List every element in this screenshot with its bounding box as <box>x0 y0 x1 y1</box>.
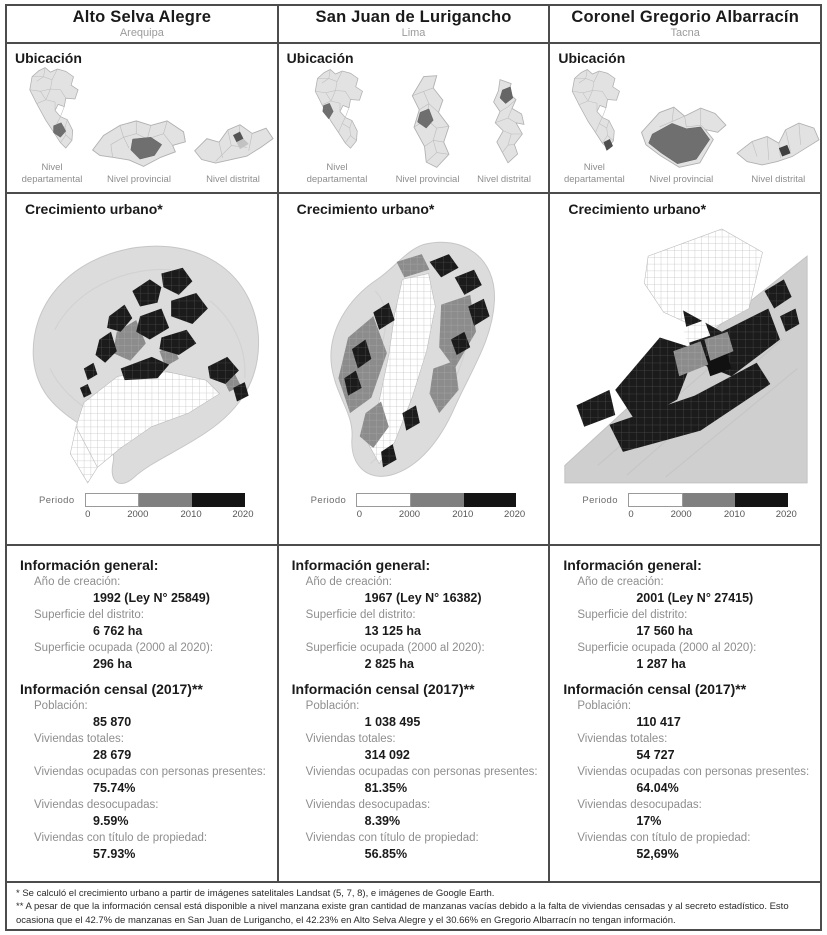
map-caption: Nivel provincial <box>395 174 460 186</box>
info-label: Viviendas totales: <box>305 733 396 746</box>
district-title: San Juan de Lurigancho <box>315 8 512 26</box>
legend-tick: 0 <box>628 509 634 520</box>
legend-tick: 2010 <box>180 509 202 520</box>
district-map <box>476 74 532 170</box>
info-label: Año de creación: <box>305 576 392 588</box>
info-label: Población: <box>577 700 632 713</box>
info-general-title: Información general: <box>20 557 159 573</box>
info-item <box>7 832 277 862</box>
info-item <box>7 700 277 730</box>
info-label: Año de creación: <box>577 576 664 588</box>
legend-bar <box>628 493 797 520</box>
urban-growth-map <box>559 218 811 490</box>
info-item <box>279 799 549 829</box>
legend-tick: 2010 <box>452 509 474 520</box>
info-label: Superficie ocupada (2000 al 2020): <box>34 642 214 655</box>
legend-tick: 0 <box>85 509 91 520</box>
crecimiento-title: Crecimiento urbano* <box>296 201 435 217</box>
ubicacion-section <box>7 44 277 194</box>
info-value: 57.93% <box>93 847 136 862</box>
legend-tick: 2020 <box>775 509 797 520</box>
map-provincial-wrap <box>396 74 460 186</box>
district-title: Alto Selva Alegre <box>72 8 212 26</box>
info-item <box>279 609 549 639</box>
info-item <box>279 576 549 606</box>
info-item <box>7 766 277 796</box>
info-label: Superficie del distrito: <box>34 609 144 622</box>
info-value: 81.35% <box>364 781 408 796</box>
urban-growth-map <box>16 218 268 490</box>
legend-tick: 2020 <box>232 509 254 520</box>
region-subtitle: Arequipa <box>119 26 164 39</box>
province-map <box>89 110 189 170</box>
info-value: 2001 (Ley N° 27415) <box>636 590 754 605</box>
column-header <box>279 6 549 44</box>
legend-segment-2000-2010 <box>139 493 192 507</box>
legend-segment-pre2000 <box>356 493 411 507</box>
info-label: Viviendas desocupadas: <box>34 799 159 812</box>
info-item <box>279 766 549 796</box>
info-section <box>279 546 549 881</box>
district-map <box>189 116 277 170</box>
map-provincial-wrap <box>89 110 189 186</box>
info-label: Viviendas con título de propiedad: <box>34 832 208 845</box>
map-caption: Nivel provincial <box>107 174 171 186</box>
legend-segment-2000-2010 <box>411 493 464 507</box>
period-legend <box>39 493 277 520</box>
info-label: Viviendas totales: <box>34 733 124 746</box>
footnote-censal: ** A pesar de que la información censal está disponible a nivel manzana existe gran cantidad de manzanas vacías debido a la falta de viviendas censadas y al secreto estadístico. Esto ocasiona que el 42.7% de manzanas en San Juan de Lurigancho, el 42.23% en Alto Selva Alegre y el 30.66% en Gregorio Albarracín no tengan información. <box>16 901 789 926</box>
map-caption: Nivel provincial <box>649 174 714 186</box>
district-map <box>732 118 824 170</box>
legend-label: Periodo <box>310 495 347 506</box>
info-value: 1 038 495 <box>364 714 421 729</box>
map-distrital-wrap <box>189 116 277 186</box>
info-section <box>550 546 820 881</box>
legend-segment-2010-2020 <box>192 493 245 507</box>
ubicacion-section <box>279 44 549 194</box>
footnote-crecimiento: * Se calculó el crecimiento urbano a partir de imágenes satelitales Landsat (5, 7, 8), e imágenes de Google Earth. <box>16 888 495 900</box>
info-item <box>279 832 549 862</box>
ubicacion-title: Ubicación <box>286 50 354 66</box>
info-value: 110 417 <box>636 714 681 729</box>
legend-segment-pre2000 <box>628 493 683 507</box>
ubicacion-title: Ubicación <box>15 50 82 66</box>
info-label: Viviendas totales: <box>577 733 668 746</box>
info-value: 296 ha <box>93 656 132 671</box>
legend-tick: 2000 <box>398 509 421 520</box>
legend-segment-2010-2020 <box>464 493 517 507</box>
province-map <box>397 74 459 170</box>
info-item <box>279 642 549 672</box>
period-legend <box>310 493 549 520</box>
legend-segment-2000-2010 <box>683 493 736 507</box>
map-caption: Nivel distrital <box>477 174 531 186</box>
info-item <box>550 766 820 796</box>
info-value: 54 727 <box>636 747 675 762</box>
province-map <box>630 100 732 170</box>
info-value: 85 870 <box>93 714 132 729</box>
info-label: Superficie del distrito: <box>577 609 688 622</box>
crecimiento-title: Crecimiento urbano* <box>25 201 163 217</box>
crecimiento-section <box>7 194 277 546</box>
map-caption: Nivel departamental <box>306 162 368 186</box>
info-item <box>279 733 549 763</box>
map-caption: Nivel distrital <box>206 174 260 186</box>
info-value: 6 762 ha <box>93 623 143 638</box>
legend-tick: 2010 <box>723 509 746 520</box>
map-distrital-wrap <box>476 74 532 186</box>
info-item <box>7 642 277 672</box>
info-value: 1992 (Ley N° 25849) <box>93 590 210 605</box>
info-section <box>7 546 277 881</box>
info-label: Viviendas ocupadas con personas presentes: <box>577 766 810 779</box>
ubicacion-maps <box>558 70 812 186</box>
info-value: 56.85% <box>364 847 408 862</box>
map-distrital-wrap <box>732 118 824 186</box>
ubicacion-maps <box>15 70 269 186</box>
info-label: Año de creación: <box>34 576 121 588</box>
map-departamental-wrap <box>558 68 630 186</box>
info-general-title: Información general: <box>291 557 431 573</box>
info-item <box>550 700 820 730</box>
urban-growth-map <box>288 218 540 490</box>
info-value: 8.39% <box>364 814 401 829</box>
legend-label: Periodo <box>582 495 618 506</box>
region-subtitle: Lima <box>401 26 426 39</box>
info-label: Población: <box>34 700 88 713</box>
legend-segment-pre2000 <box>85 493 140 507</box>
info-item <box>7 733 277 763</box>
info-item <box>550 832 820 862</box>
ubicacion-section <box>550 44 820 194</box>
district-columns <box>7 6 820 881</box>
map-departamental-wrap <box>15 66 89 186</box>
legend-tick: 2000 <box>127 509 149 520</box>
info-label: Viviendas desocupadas: <box>305 799 431 812</box>
info-value: 9.59% <box>93 814 129 829</box>
column-header <box>7 6 277 44</box>
info-label: Superficie ocupada (2000 al 2020): <box>305 642 485 655</box>
info-value: 75.74% <box>93 781 136 796</box>
info-value: 52,69% <box>636 847 679 862</box>
info-label: Viviendas desocupadas: <box>577 799 702 812</box>
column-alto-selva-alegre <box>7 6 277 881</box>
info-value: 2 825 ha <box>364 656 415 671</box>
period-legend <box>582 493 820 520</box>
map-caption: Nivel departamental <box>21 162 83 186</box>
info-item <box>550 609 820 639</box>
crecimiento-title: Crecimiento urbano* <box>568 201 707 217</box>
info-value: 1 287 ha <box>636 656 686 671</box>
info-label: Población: <box>305 700 360 713</box>
info-item <box>7 609 277 639</box>
map-caption: Nivel departamental <box>563 162 625 186</box>
map-caption: Nivel distrital <box>751 174 806 186</box>
info-label: Superficie del distrito: <box>305 609 416 622</box>
ubicacion-maps <box>287 70 541 186</box>
info-censal-title: Información censal (2017)** <box>20 681 203 698</box>
column-coronel-gregorio-albarracin <box>548 6 820 881</box>
info-value: 13 125 ha <box>364 623 421 638</box>
crecimiento-section <box>550 194 820 546</box>
legend-tick: 2000 <box>670 509 692 520</box>
ubicacion-title: Ubicación <box>558 50 626 66</box>
legend-bar <box>85 493 254 520</box>
info-value: 314 092 <box>364 747 410 762</box>
peru-department-map <box>558 68 630 158</box>
info-general-title: Información general: <box>563 557 702 573</box>
region-subtitle: Tacna <box>670 26 700 39</box>
info-label: Viviendas ocupadas con personas presentes: <box>305 766 538 779</box>
district-title: Coronel Gregorio Albarracín <box>571 8 799 26</box>
info-value: 28 679 <box>93 747 132 762</box>
info-item <box>279 700 549 730</box>
info-item <box>7 799 277 829</box>
map-departamental-wrap <box>295 68 379 186</box>
peru-department-map <box>301 68 373 158</box>
info-label: Viviendas ocupadas con personas presentes: <box>34 766 266 779</box>
legend-tick: 0 <box>356 509 363 520</box>
info-item <box>7 576 277 606</box>
map-provincial-wrap <box>630 100 732 186</box>
info-label: Viviendas con título de propiedad: <box>577 832 751 845</box>
footnotes <box>7 881 820 929</box>
info-label: Viviendas con título de propiedad: <box>305 832 479 845</box>
info-item <box>550 642 820 672</box>
legend-tick: 2020 <box>504 509 526 520</box>
info-item <box>550 799 820 829</box>
info-value: 1967 (Ley N° 16382) <box>364 590 482 605</box>
legend-segment-2010-2020 <box>735 493 788 507</box>
info-item <box>550 576 820 606</box>
figure-frame <box>5 4 822 931</box>
column-san-juan-de-lurigancho <box>277 6 549 881</box>
peru-department-map <box>15 66 89 158</box>
info-censal-title: Información censal (2017)** <box>563 681 747 698</box>
column-header <box>550 6 820 44</box>
crecimiento-section <box>279 194 549 546</box>
info-item <box>550 733 820 763</box>
info-censal-title: Información censal (2017)** <box>291 681 475 698</box>
legend-bar <box>356 493 526 520</box>
info-label: Superficie ocupada (2000 al 2020): <box>577 642 757 655</box>
info-value: 64.04% <box>636 781 679 796</box>
info-value: 17% <box>636 814 662 829</box>
info-value: 17 560 ha <box>636 623 693 638</box>
legend-label: Periodo <box>39 495 75 506</box>
